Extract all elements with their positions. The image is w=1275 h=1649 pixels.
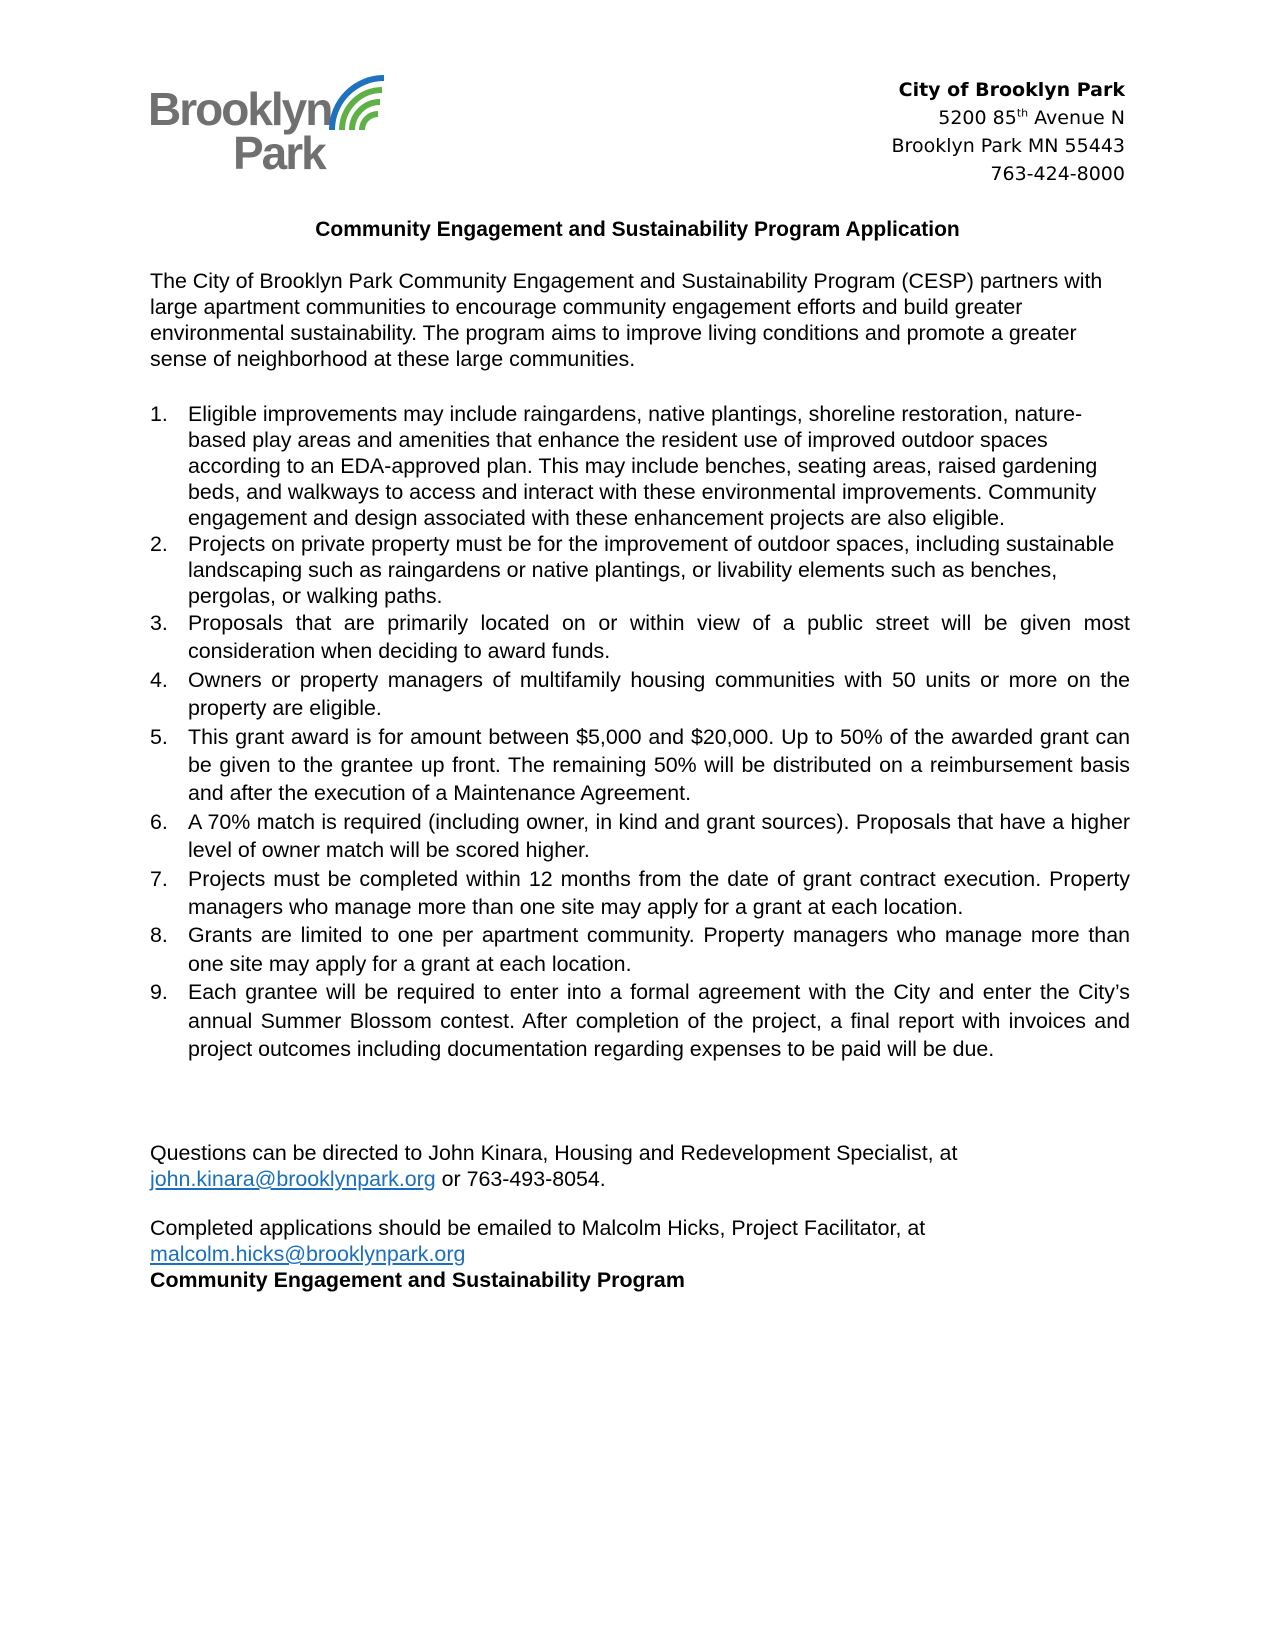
list-item-text: Proposals that are primarily located on or within view of a public street will be given most consideration when deciding to award funds. (188, 611, 1130, 664)
intro-paragraph: The City of Brooklyn Park Community Engagement and Sustainability Program (CESP) partners with large apartment communities to encourage community engagement efforts and build greater environmental sustainability. The program aims to improve living conditions and promote a greater sense of neighborhood at these large communities. (150, 269, 1103, 371)
list-item-text: Each grantee will be required to enter into a formal agreement with the City and enter the City’s annual Summer Blossom contest. After completion of the project, a final report with invoices and project outcomes including documentation regarding expenses to be paid will be due. (188, 980, 1130, 1062)
footer-program-title: Community Engagement and Sustainability Program (150, 1268, 685, 1292)
malcolm-hicks-email-link[interactable]: malcolm.hicks@brooklynpark.org (150, 1242, 466, 1266)
list-item-number: 4. (150, 667, 168, 692)
list-item (150, 666, 1130, 723)
city-phone: 763-424-8000 (990, 163, 1125, 185)
list-item-number: 3. (150, 611, 168, 635)
submission-text: Completed applications should be emailed to Malcolm Hicks, Project Facilitator, at (150, 1216, 926, 1240)
list-item (150, 865, 1130, 922)
list-item (150, 808, 1130, 865)
requirements-list (150, 401, 1130, 1064)
list-item-number: 7. (150, 866, 168, 891)
page-title: Community Engagement and Sustainability Program Application (315, 218, 960, 241)
brooklyn-park-logo (148, 72, 388, 179)
logo-word-park: Park (233, 127, 325, 179)
city-name: City of Brooklyn Park (898, 79, 1125, 101)
list-item-text: Projects on private property must be for the improvement of outdoor spaces, including sustainable landscaping such as raingardens or native plantings, or livability elements such as benches, pergolas, or walking paths. (188, 532, 1115, 608)
submission-contact (150, 1215, 1150, 1293)
street-suffix: th (1016, 106, 1029, 120)
list-item-number: 1. (150, 402, 168, 426)
list-item-text: This grant award is for amount between $5,000 and $20,000. Up to 50% of the awarded grant can be given to the grantee up front. The remaining 50% will be distributed on a reimbursement basis and after the execution of a Maintenance Agreement. (188, 724, 1130, 806)
list-item (150, 609, 1130, 666)
list-item (150, 531, 1130, 609)
list-item-number: 9. (150, 980, 168, 1005)
city-state-zip: Brooklyn Park MN 55443 (891, 135, 1125, 157)
street-address (892, 104, 1125, 132)
list-item-number: 2. (150, 532, 168, 556)
list-item-number: 8. (150, 923, 168, 948)
list-item-text: Eligible improvements may include raingardens, native plantings, shoreline restoration, nature-based play areas and amenities that enhance the resident use of improved outdoor spaces according to an EDA-approved plan. This may include benches, seating areas, raised gardening beds, and walkways to access and interact with these environmental improvements. Community engagement and design associated with these enhancement projects are also eligible. (188, 402, 1098, 530)
list-item-number: 6. (150, 809, 168, 834)
list-item-number: 5. (150, 724, 168, 749)
list-item (150, 978, 1130, 1063)
list-item-text: A 70% match is required (including owner, in kind and grant sources). Proposals that have a higher level of owner match will be scored higher. (188, 809, 1130, 863)
street-rest: Avenue N (1028, 107, 1125, 129)
street-number: 5200 85 (938, 107, 1017, 129)
list-item-text: Projects must be completed within 12 months from the date of grant contract execution. Property managers who manage more than one site may apply for a grant at each location. (188, 866, 1130, 920)
questions-contact (150, 1140, 1150, 1192)
questions-phone-suffix: or 763-493-8054. (435, 1167, 606, 1191)
john-kinara-email-link[interactable]: john.kinara@brooklynpark.org (150, 1167, 436, 1191)
list-item-text: Grants are limited to one per apartment community. Property managers who manage more than one site may apply for a grant at each location. (188, 923, 1130, 976)
logo-arcs-icon (326, 72, 396, 132)
list-item-text: Owners or property managers of multifamily housing communities with 50 units or more on the property are eligible. (188, 667, 1130, 721)
list-item (150, 723, 1130, 808)
city-address-block (892, 76, 1125, 188)
list-item (150, 921, 1130, 978)
logo-word-brooklyn: Brooklyn (148, 83, 332, 135)
questions-text: Questions can be directed to John Kinara, Housing and Redevelopment Specialist, at (150, 1141, 958, 1165)
list-item (150, 401, 1130, 531)
